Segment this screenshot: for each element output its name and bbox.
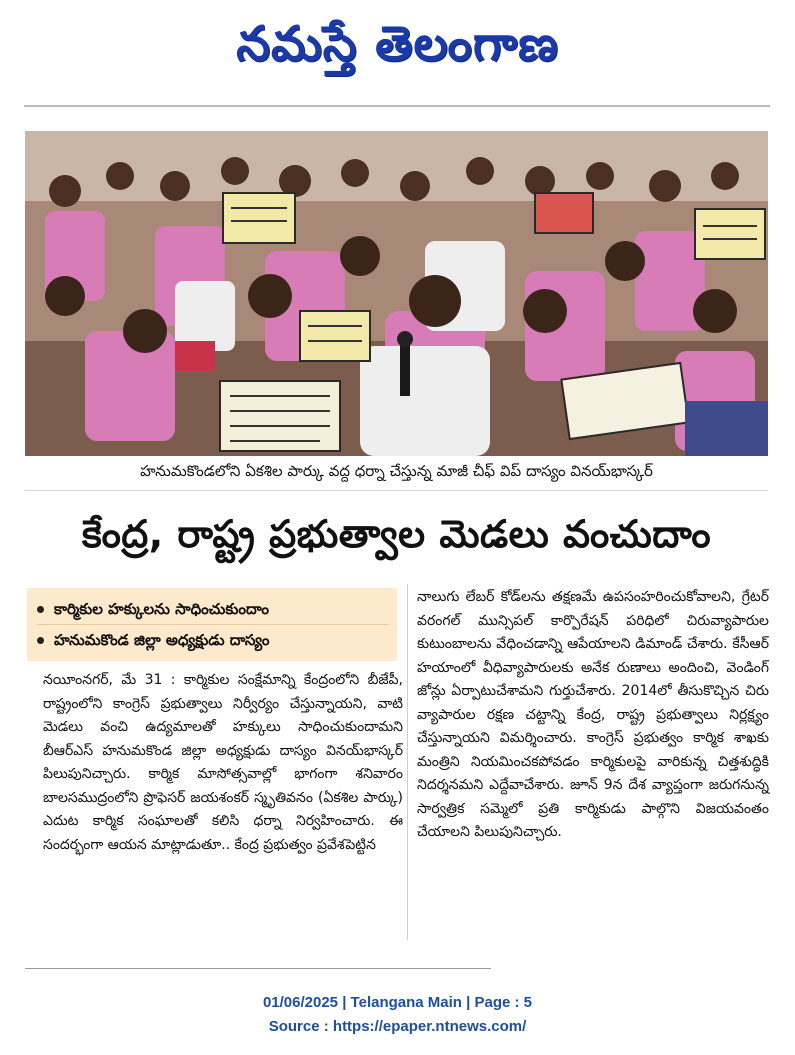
article-right-column bbox=[417, 586, 769, 845]
bullet-icon bbox=[37, 606, 44, 613]
column-divider bbox=[407, 584, 408, 940]
left-body bbox=[25, 669, 403, 857]
newspaper-logo: నమస్తే తెలంగాణ bbox=[236, 16, 559, 72]
body-paragraph: నాలుగు లేబర్ కోడ్‌లను తక్షణమే ఉపసంహరించుకోవాలని, గ్రేటర్ వరంగల్ మున్సిపల్ కార్పొరేషన్ పరిధిలో చిరువ్యాపారుల కుటుంబాలను వేధించడాన్ని ఆపేయాలని డిమాండ్ చేశారు. కేసీఆర్ హయాంలో వీధివ్యాపారులకు అనేక రుణాలు అందించి, వెండింగ్ జోన్లు ఏర్పాటుచేశామని గుర్తుచేశారు. 2014లో తీసుకొచ్చిన చిరు వ్యాపారుల రక్షణ చట్టాన్ని కేంద్ర, రాష్ట్ర ప్రభుత్వాలు నిర్లక్ష్యం చేస్తున్నాయని విమర్శించారు. కాంగ్రెస్ ప్రభుత్వం కార్మిక శాఖకు మంత్రిని నియమించకపోవడం కార్మికులపై వారికున్న చిత్తశుద్ధికి నిదర్శనమని ఎద్దేవాచేశారు. జూన్ 9న దేశ వ్యాప్తంగా జరుగనున్న సార్వత్రిక సమ్మెలో ప్రతి కార్మికుడు పాల్గొని విజయవంతం చేయాలని పిలుపునిచ్చారు. bbox=[417, 589, 769, 840]
article-left-column bbox=[25, 586, 403, 857]
body-paragraph: నయీంనగర్, మే 31 : కార్మికుల సంక్షేమాన్ని కేంద్రంలోని బీజేపీ, రాష్ట్రంలోని కాంగ్రెస్ ప్రభుత్వాలు నిర్వీర్యం చేస్తున్నాయని, వాటి మెడలు వంచి ఉద్యమాలతో హక్కులు సాధించుకుందామని బీఆర్ఎస్ హనుమకొండ జిల్లా అధ్యక్షుడు దాస్యం వినయ్‌భాస్కర్ పిలుపునిచ్చారు. కార్మిక మాసోత్సవాల్లో భాగంగా శనివారం బాలసముద్రంలోని ప్రొఫెసర్ జయశంకర్ స్మృతివనం (ఏకశిల పార్కు) ఎదుట కార్మిక సంఘాలతో కలిసి ధర్నా నిర్వహించారు. ఈ సందర్భంగా ఆయన మాట్లాడుతూ.. కేంద్ర ప్రభుత్వం ప్రవేశపెట్టిన bbox=[43, 672, 403, 853]
highlight-text: కార్మికుల హక్కులను సాధించుకుందాం bbox=[54, 600, 270, 618]
edition-info: 01/06/2025 | Telangana Main | Page : 5 bbox=[262, 994, 533, 1011]
masthead-divider bbox=[24, 105, 770, 107]
right-body bbox=[417, 586, 769, 845]
highlight-item bbox=[37, 594, 389, 624]
article-end-rule bbox=[25, 968, 491, 969]
highlight-text: హనుమకొండ జిల్లా అధ్యక్షుడు దాస్యం bbox=[54, 631, 270, 649]
photo-caption-bar bbox=[25, 456, 768, 491]
bullet-icon bbox=[37, 637, 44, 644]
masthead bbox=[0, 0, 795, 100]
news-photo bbox=[25, 131, 768, 456]
protest-photo-illustration bbox=[25, 131, 768, 456]
highlight-item bbox=[37, 624, 389, 655]
source-link[interactable]: Source : https://epaper.ntnews.com/ bbox=[268, 1018, 527, 1035]
highlights-box bbox=[27, 588, 397, 661]
photo-caption: హనుమకొండలోని ఏకశిల పార్కు వద్ద ధర్నా చేస్తున్న మాజీ చీఫ్ విప్ దాస్యం వినయ్‌భాస్కర్ bbox=[140, 462, 653, 480]
article-headline: కేంద్ర, రాష్ట్ర ప్రభుత్వాల మెడలు వంచుదాం bbox=[81, 512, 712, 556]
